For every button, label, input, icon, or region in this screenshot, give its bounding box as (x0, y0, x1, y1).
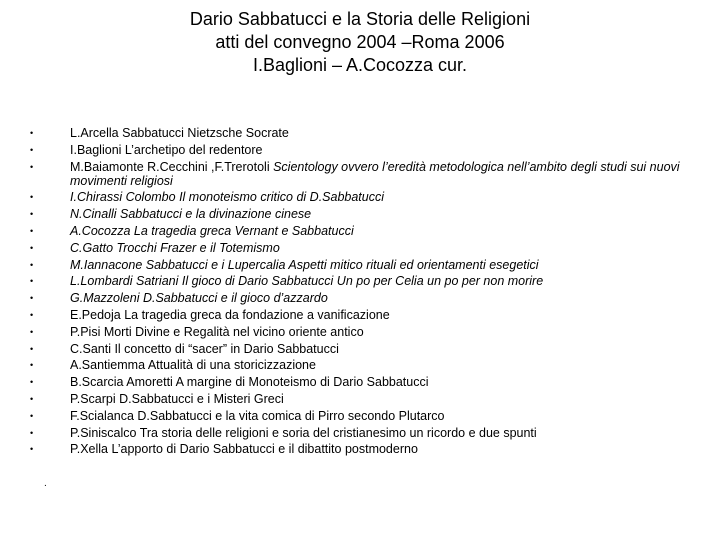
list-item (28, 442, 708, 456)
bullet-icon: • (30, 293, 34, 304)
item-text: G.Mazzoleni D.Sabbatucci e il gioco d’azzardo (70, 291, 328, 306)
list-item (28, 160, 708, 188)
slide-title (0, 8, 720, 77)
item-text: L.Lombardi Satriani Il gioco di Dario Sabbatucci Un po per Celia un po per non morire (70, 274, 544, 289)
list-item (28, 274, 708, 288)
item-text: C.Gatto Trocchi Frazer e il Totemismo (70, 240, 280, 255)
list-item (28, 291, 708, 305)
item-text: A.Cocozza La tragedia greca Vernant e Sabbatucci (70, 223, 354, 238)
bullet-icon: • (30, 377, 34, 388)
bullet-icon: • (30, 128, 34, 138)
list-item (28, 126, 708, 140)
list-item (28, 342, 708, 356)
item-text: A.Santiemma Attualità di una storicizzazione (70, 358, 316, 373)
bullet-icon: • (30, 326, 34, 337)
list-item (28, 375, 708, 389)
bullet-icon: • (30, 276, 34, 287)
item-text: P.Scarpi D.Sabbatucci e i Misteri Greci (70, 391, 284, 406)
title-line-3: I.Baglioni – A.Cocozza cur. (252, 55, 468, 75)
list-item (28, 258, 708, 272)
list-item (28, 409, 708, 423)
item-text: I.Chirassi Colombo Il monoteismo critico di D.Sabbatucci (70, 190, 385, 205)
title-line-2: atti del convegno 2004 –Roma 2006 (215, 32, 505, 52)
item-text: Scientology ovvero l’eredità metodologica nell’ambito degli studi sui nuovi movimenti religiosi (70, 159, 680, 188)
list-item (28, 426, 708, 440)
item-text: F.Scialanca D.Sabbatucci e la vita comica di Pirro secondo Plutarco (70, 408, 445, 423)
list-item (28, 224, 708, 238)
item-text: E.Pedoja La tragedia greca da fondazione a vanificazione (70, 307, 390, 322)
list-item (28, 308, 708, 322)
bullet-icon: • (30, 144, 34, 155)
bullet-icon: • (30, 309, 34, 320)
item-text: P.Siniscalco Tra storia delle religioni e soria del cristianesimo un ricordo e due spunti (70, 425, 537, 440)
bullet-icon: • (30, 242, 34, 253)
list-item (28, 207, 708, 221)
bullet-icon: • (30, 225, 34, 236)
list-item (28, 190, 708, 204)
list-item (28, 358, 708, 372)
title-line-1: Dario Sabbatucci e la Storia delle Religioni (189, 9, 531, 29)
item-text: B.Scarcia Amoretti A margine di Monoteismo di Dario Sabbatucci (70, 375, 429, 390)
bullet-icon: • (30, 259, 34, 270)
bullet-icon: • (30, 444, 34, 455)
bullet-icon: • (30, 343, 34, 354)
item-text: I.Baglioni L’archetipo del redentore (70, 142, 263, 157)
trailing-mark: . (44, 478, 47, 489)
bullet-icon: • (30, 427, 34, 438)
bullet-icon: • (30, 192, 34, 203)
item-text: N.Cinalli Sabbatucci e la divinazione cinese (70, 207, 312, 222)
list-item (28, 392, 708, 406)
bullet-icon: • (30, 161, 34, 172)
item-text: L.Arcella Sabbatucci Nietzsche Socrate (70, 126, 289, 140)
bullet-icon: • (30, 209, 34, 220)
contributions-list (28, 126, 708, 459)
item-text: C.Santi Il concetto di “sacer” in Dario Sabbatucci (70, 341, 339, 356)
bullet-icon: • (30, 360, 34, 371)
item-text: M.Iannacone Sabbatucci e i Lupercalia Aspetti mitico rituali ed orientamenti esegetici (70, 257, 539, 272)
list-item (28, 325, 708, 339)
item-text: M.Baiamonte R.Cecchini ,F.Trerotoli (70, 159, 274, 174)
item-text: P.Xella L’apporto di Dario Sabbatucci e il dibattito postmoderno (70, 442, 418, 457)
item-text: P.Pisi Morti Divine e Regalità nel vicino oriente antico (70, 324, 364, 339)
bullet-icon: • (30, 393, 34, 404)
list-item (28, 143, 708, 157)
bullet-icon: • (30, 410, 34, 421)
list-item (28, 241, 708, 255)
